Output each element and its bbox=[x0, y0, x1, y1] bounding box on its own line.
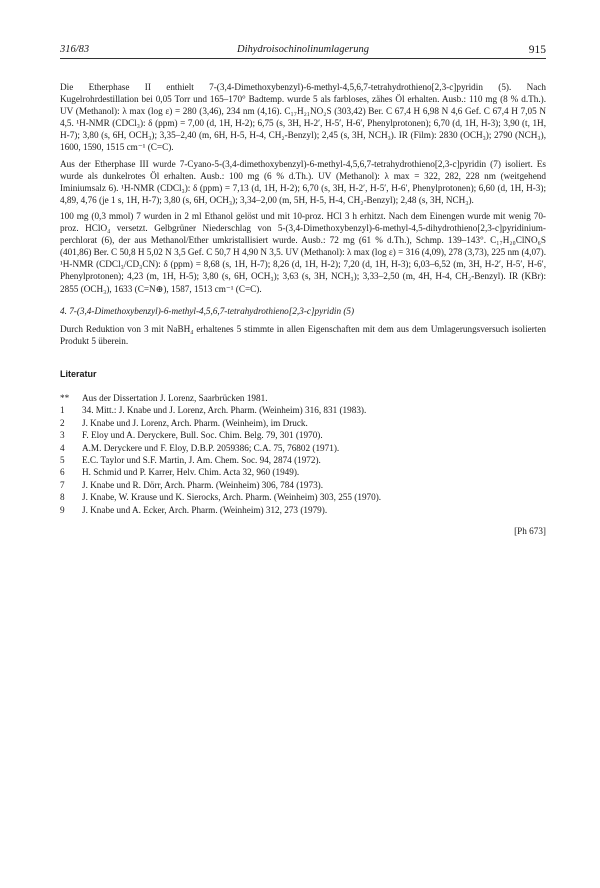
reference-number: 5 bbox=[60, 455, 65, 465]
reference-number: ** bbox=[60, 392, 70, 403]
reference-item bbox=[60, 479, 546, 491]
reference-text: 34. Mitt.: J. Knabe und J. Lorenz, Arch. Pharm. (Weinheim) 316, 831 (1983). bbox=[82, 405, 367, 416]
reference-number: 7 bbox=[60, 479, 65, 490]
reference-item bbox=[60, 466, 546, 478]
reference-number: 3 bbox=[60, 430, 65, 441]
reference-item bbox=[60, 392, 546, 404]
reference-code: [Ph 673] bbox=[514, 526, 546, 537]
reference-text: H. Schmid und P. Karrer, Helv. Chim. Acta 32, 960 (1949). bbox=[82, 467, 300, 478]
reference-text: F. Eloy und A. Deryckere, Bull. Soc. Chim. Belg. 79, 301 (1970). bbox=[82, 430, 323, 441]
reference-item bbox=[60, 429, 546, 441]
volume-issue: 316/83 bbox=[60, 44, 90, 55]
reference-item bbox=[60, 417, 546, 429]
reference-number: 9 bbox=[60, 504, 65, 515]
reference-text: A.M. Deryckere und F. Eloy, D.B.P. 2059386; C.A. 75, 76802 (1971). bbox=[82, 442, 340, 453]
reference-item bbox=[60, 404, 546, 416]
reference-text: J. Knabe und A. Ecker, Arch. Pharm. (Weinheim) 312, 273 (1979). bbox=[82, 504, 328, 515]
reference-number: 8 bbox=[60, 492, 65, 503]
running-header bbox=[60, 44, 546, 59]
reference-item bbox=[60, 491, 546, 503]
body-text bbox=[60, 81, 546, 541]
reference-text: J. Knabe und R. Dörr, Arch. Pharm. (Weinheim) 306, 784 (1973). bbox=[82, 479, 324, 490]
reference-number: 1 bbox=[60, 405, 65, 416]
reference-number: 6 bbox=[60, 467, 65, 478]
reference-number: 4 bbox=[60, 442, 65, 453]
reference-text: Aus der Dissertation J. Lorenz, Saarbrücken 1981. bbox=[82, 392, 268, 403]
paragraph-etherphase-2: Die Etherphase II enthielt 7-(3,4-Dimethoxybenzyl)-6-methyl-4,5,6,7-tetrahydrothieno[2,3-c]pyridin (5). Nach Kugelrohrdestillation bei 0,05 Torr und 165–170° Badtemp. wurde 5 als farbloses, zähes Öl erhalten. Ausb.: 110 mg (8 % d.Th.). UV (Methanol): λ max (log ε) = 280 (3,46), 234 nm (4,16). C₁₇H₂₁NO₂S (303,42) Ber. C 67,4 H 6,98 N 4,6 Gef. C 67,4 H 7,05 N 4,5. ¹H-NMR (CDCl₃): δ (ppm) = 7,00 (d, 1H, H-2); 6,75 (s, 3H, H-2′, H-5′, H-6′, Phenylprotonen); 6,70 (d, 1H, H-3); 3,90 (t, 1H, H-7); 3,80 (s, 6H, OCH₃); 3,35–2,40 (m, 6H, H-5, H-4, CH₂-Benzyl); 2,45 (s, 3H, NCH₃). IR (Film): 2830 (OCH₃); 2790 (NCH₃), 1600, 1590, 1515 cm⁻¹ (C=C). bbox=[60, 82, 546, 153]
paragraph-perchlorat: 100 mg (0,3 mmol) 7 wurden in 2 ml Ethanol gelöst und mit 10-proz. HCl 3 h erhitzt. Nach dem Einengen wurde mit wenig 70-proz. HClO₄ versetzt. Gelbgrüner Niederschlag von 5-(3,4-Dimethoxybenzyl)-6-methyl-4,5-dihydrothieno[2,3-c]pyridinium-perchlorat (6), der aus Methanol/Ether umkristallisiert wurde. Ausb.: 72 mg (61 % d.Th.), Schmp. 139–143°. C₁₇H₂₀ClNO₆S (401,86) Ber. C 50,8 H 5,02 N 3,5 Gef. C 50,7 H 4,90 N 3,5. UV (Methanol): λ max (log ε) = 316 (4,09), 278 (3,73), 225 nm (4,07). ¹H-NMR (CDCl₃/CD₃CN): δ (ppm) = 8,68 (s, 1H, H-7); 8,26 (d, 1H, H-2); 7,20 (d, 1H, H-3); 6,03–6,52 (m, 3H, H-2′, H-5′, H-6′, Phenylprotonen); 4,23 (m, 1H, H-5); 3,80 (s, 6H, OCH₃); 3,63 (s, 3H, NCH₃); 3,33–2,50 (m, 4H, H-4, CH₂-Benzyl). IR (KBr): 2855 (OCH₃), 1633 (C=N⊕), 1587, 1513 cm⁻¹ (C=C). bbox=[60, 210, 546, 294]
reference-text: J. Knabe, W. Krause und K. Sierocks, Arch. Pharm. (Weinheim) 303, 255 (1970). bbox=[82, 492, 382, 503]
literature-title: Literatur bbox=[60, 368, 97, 379]
reference-item bbox=[60, 454, 546, 466]
reference-text: E.C. Taylor und S.F. Martin, J. Am. Chem. Soc. 94, 2874 (1972). bbox=[82, 455, 321, 465]
section-heading: 4. 7-(3,4-Dimethoxybenzyl)-6-methyl-4,5,6,7-tetrahydrothieno[2,3-c]pyridin (5) bbox=[60, 305, 355, 316]
reference-item bbox=[60, 504, 546, 516]
page-number: 915 bbox=[528, 44, 546, 56]
reference-text: J. Knabe und J. Lorenz, Arch. Pharm. (Weinheim), im Druck. bbox=[82, 417, 308, 428]
reference-list bbox=[60, 392, 546, 516]
paragraph-etherphase-3: Aus der Etherphase III wurde 7-Cyano-5-(3,4-dimethoxybenzyl)-6-methyl-4,5,6,7-tetrahydrothieno[2,3-c]pyridin (7) isoliert. Es wurde als dunkelrotes Öl erhalten. Ausb.: 100 mg (6 % d.Th.). UV (Methanol): λ max = 322, 282, 228 nm (weitgehend Iminiumsalz 6). ¹H-NMR (CDCl₃): δ (ppm) = 7,13 (d, 1H, H-2); 6,70 (s, 3H, H-2′, H-5′, H-6′, Phenylprotonen); 6,60 (d, 1H, H-3); 4,89, 4,76 (je 1 s, 1H, H-7); 3,80 (s, 6H, OCH₃); 3,34–2,00 (m, 5H, H-5, H-4, CH₂-Benzyl); 2,48 (s, 3H, NCH₃). bbox=[60, 158, 546, 205]
section-text: Durch Reduktion von 3 mit NaBH₄ erhaltenes 5 stimmte in allen Eigenschaften mit dem aus dem Umlagerungsversuch isolierten Produkt 5 überein. bbox=[60, 323, 546, 346]
reference-item bbox=[60, 442, 546, 454]
reference-number: 2 bbox=[60, 417, 65, 428]
running-title: Dihydroisochinolinumlagerung bbox=[236, 44, 370, 55]
